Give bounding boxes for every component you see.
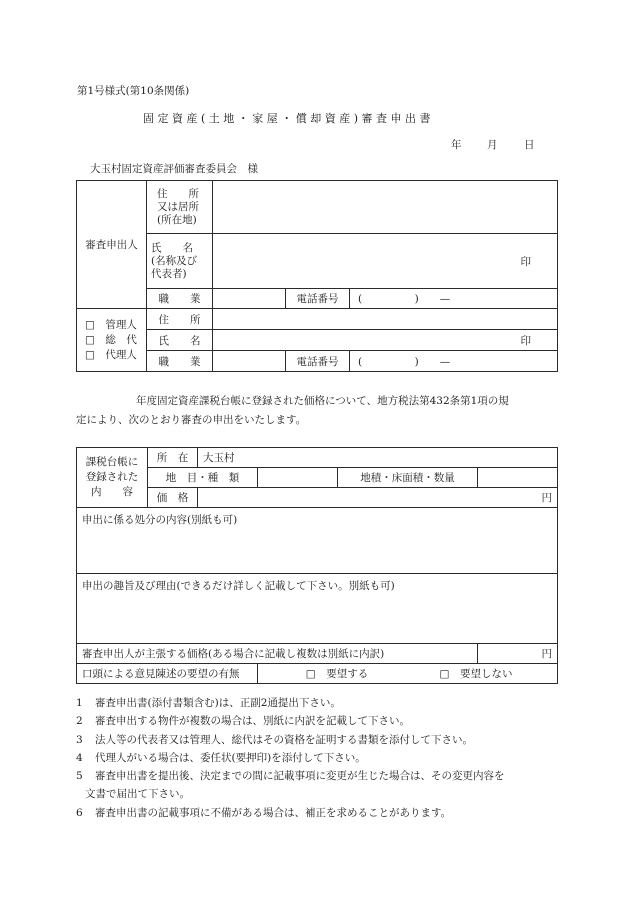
property-price-field[interactable] bbox=[198, 488, 558, 508]
form-title: 固 定 資 産 ( 土 地 ・ 家 屋 ・ 償 却 資 産 ) 審 査 申 出 書 bbox=[143, 112, 431, 125]
property-category-label: 地 目・種 類 bbox=[148, 468, 258, 488]
notes-list bbox=[76, 694, 556, 822]
agent-phone-label: 電話番号 bbox=[286, 351, 350, 372]
date-year-label: 年 bbox=[451, 139, 462, 151]
applicant-address-field[interactable] bbox=[213, 181, 558, 234]
oral-hearing-label: 口頭による意見陳述の要望の有無 bbox=[77, 664, 258, 684]
applicant-section-label: 審査申出人 bbox=[77, 181, 147, 309]
property-location-value: 大玉村 bbox=[203, 452, 235, 464]
property-location-field[interactable] bbox=[198, 448, 558, 468]
statement-line-2: 定により、次のとおり審査の申出をいたします。 bbox=[76, 414, 307, 426]
agent-occupation-field[interactable] bbox=[213, 351, 286, 372]
note-item: 2 審査申出する物件が複数の場合は、別紙に内訳を記載して下さい。 bbox=[76, 715, 410, 728]
statement-line-1: 年度固定資産課税台帳に登録された価格について、地方税法第432条第1項の規 bbox=[136, 395, 509, 407]
note-item-continuation: 文書で届出て下さい。 bbox=[85, 788, 190, 801]
addressee: 大玉村固定資産評価審査委員会 様 bbox=[90, 163, 258, 175]
disposition-label: 申出に係る処分の内容(別紙も可) bbox=[82, 514, 238, 526]
agent-type-options bbox=[77, 309, 147, 372]
claimed-price-yen: 円 bbox=[541, 648, 552, 660]
oral-option-not-requested[interactable]: □ 要望しない bbox=[439, 668, 513, 680]
oral-hearing-options bbox=[258, 664, 558, 684]
agent-option-manager[interactable]: □ 管理人 bbox=[85, 318, 137, 331]
applicant-name-field[interactable] bbox=[213, 234, 558, 289]
applicant-table bbox=[76, 180, 558, 372]
disposition-field[interactable] bbox=[77, 508, 558, 574]
agent-seal-mark: 印 bbox=[520, 334, 531, 347]
note-item: 5 審査申出書を提出後、決定までの間に記載事項に変更が生じた場合は、その変更内容を bbox=[76, 770, 505, 783]
applicant-phone-field[interactable]: ( ) — bbox=[350, 289, 558, 309]
agent-option-proxy[interactable]: □ 代理人 bbox=[85, 348, 137, 361]
property-section-label: 課税台帳に 登録された 内 容 bbox=[77, 448, 148, 508]
date-month-label: 月 bbox=[487, 139, 498, 151]
property-price-yen: 円 bbox=[541, 492, 552, 504]
applicant-name-label: 氏 名 (名称及び 代表者) bbox=[147, 234, 213, 289]
agent-address-field[interactable] bbox=[213, 309, 558, 330]
reason-label: 申出の趣旨及び理由(できるだけ詳しく記載して下さい。別紙も可) bbox=[82, 580, 395, 592]
note-item: 4 代理人がいる場合は、委任状(要押印)を添付して下さい。 bbox=[76, 751, 366, 764]
property-location-label: 所 在 bbox=[148, 448, 198, 468]
property-price-label: 価 格 bbox=[148, 488, 198, 508]
agent-address-label: 住 所 bbox=[147, 309, 213, 330]
date-day-label: 日 bbox=[524, 139, 535, 151]
agent-phone-field[interactable]: ( ) — bbox=[350, 351, 558, 372]
note-item: 3 法人等の代表者又は管理人、総代はその資格を証明する書類を添付して下さい。 bbox=[76, 733, 473, 746]
applicant-phone-label: 電話番号 bbox=[286, 289, 350, 309]
form-number-label: 第1号様式(第10条関係) bbox=[77, 85, 190, 97]
reason-field[interactable] bbox=[77, 574, 558, 644]
property-category-field[interactable] bbox=[258, 468, 338, 488]
agent-name-label: 氏 名 bbox=[147, 330, 213, 351]
agent-name-field[interactable] bbox=[213, 330, 558, 351]
applicant-seal-mark: 印 bbox=[520, 255, 531, 268]
applicant-address-label: 住 所 又は居所 (所在地) bbox=[147, 181, 213, 234]
property-area-label: 地積・床面積・数量 bbox=[338, 468, 478, 488]
property-table bbox=[76, 447, 558, 684]
agent-option-representative[interactable]: □ 総 代 bbox=[85, 333, 137, 346]
agent-occupation-label: 職 業 bbox=[147, 351, 213, 372]
claimed-price-field[interactable] bbox=[478, 644, 558, 664]
note-item: 1 審査申出書(添付書類含む)は、正副2通提出下さい。 bbox=[76, 697, 341, 709]
claimed-price-label: 審査申出人が主張する価格(ある場合に記載し複数は別紙に内訳) bbox=[77, 644, 478, 664]
applicant-occupation-label: 職 業 bbox=[147, 289, 213, 309]
oral-option-requested[interactable]: □ 要望する bbox=[305, 668, 369, 680]
applicant-occupation-field[interactable] bbox=[213, 289, 286, 309]
property-area-field[interactable] bbox=[478, 468, 558, 488]
note-item: 6 審査申出書の記載事項に不備がある場合は、補正を求めることがあります。 bbox=[76, 806, 452, 819]
